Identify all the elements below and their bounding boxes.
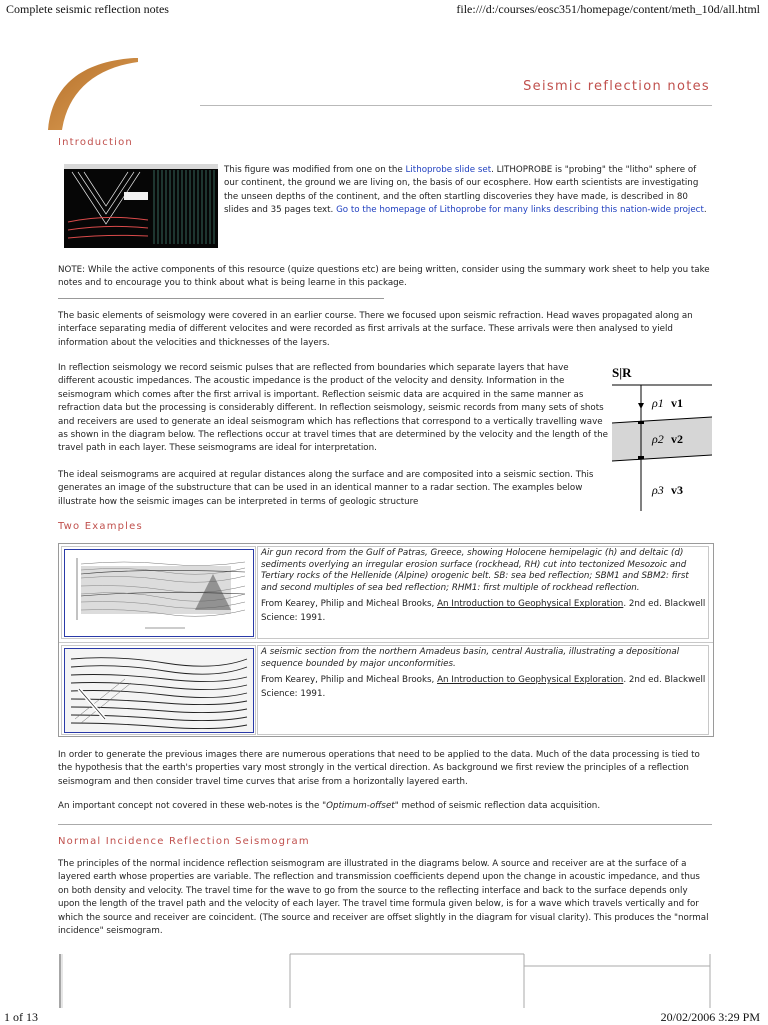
amadeus-basin-seismic-image[interactable] [64,648,254,733]
corner-arc-decoration [48,58,138,130]
page-title: Seismic reflection notes [523,79,710,94]
example-text-cell [257,645,709,735]
introduction-heading: Introduction [58,137,133,148]
processing-paragraph: In order to generate the previous images there are numerous operations that need to be applied to the data. Much of the data processing is tied to the hypothesis that the earth's properties vary most strongly in the vertical direction. As background we first review the principles of a reflection seismogram and then consider travel time curves that arise from a horizontally layered earth. [58,750,700,787]
source-prefix: From Kearey, Philip and Micheal Brooks, [261,675,438,686]
intro-text-1: This figure was modified from one on the [224,165,406,175]
print-header-title: Complete seismic reflection notes [6,2,169,16]
book-title: An Introduction to Geophysical Exploration [437,599,624,610]
example-caption: Air gun record from the Gulf of Patras, Greece, showing Holocene hemipelagic (h) and deltaic (d) sediments overlying an irregular erosion surface (rockhead, RH) cut into tectonized Mesozoic and Tertiary rocks of the Hellenide (Alpine) orogenic belt. SB: sea bed reflection; SBM1 and SBM2: first and second multiples of sea bed reflection; RHM1: first multiple of rockhead reflection. [261,548,689,593]
source-suffix: . 2nd ed. Blackwell Science: 1991. [261,599,706,623]
title-rule [200,105,712,106]
lithoprobe-seismic-figure[interactable] [64,164,218,248]
layer-2-velocity: v2 [671,432,683,446]
source-receiver-label: S|R [612,365,632,380]
diagram-table-frame [58,952,712,1008]
horizontal-rule [58,824,712,825]
examples-table [58,543,714,737]
layer-3-velocity: v3 [671,483,683,497]
optimum-offset-term: Optimum-offset [326,801,395,811]
two-examples-heading: Two Examples [58,521,143,532]
example-row [59,544,713,640]
layer-1-density: ρ1 [652,396,664,410]
example-caption: A seismic section from the northern Amadeus basin, central Australia, illustrating a depositional sequence bounded by major unconformities. [261,647,680,669]
note-paragraph: NOTE: While the active components of this resource (quize questions etc) are being written, consider using the summary work sheet to help you take notes and to encourage you to think about what is being learne in this package. [58,265,710,289]
normal-incidence-heading: Normal Incidence Reflection Seismogram [58,836,310,847]
reflection-paragraph: In reflection seismology we record seismic pulses that are reflected from boundaries which separate layers that have different acoustic impedances. The acoustic impedance is the product of the velocity and density. Information in the seismogram which comes after the first arrival is important. Reflection seismic data are acquired in the same manner as refraction data but the processing is considerably different. In reflection seismology, seismic records from many sets of shots and receivers are used to generate an ideal seismogram which has reflections that correspond to a vertically travelling wave as shown in the diagram below. The reflections occur at travel times that are determined by the velocity and the length of the travel path in each layer. These seismograms are ideal for interpretation. [58,363,608,454]
lithoprobe-homepage-link[interactable]: Go to the homepage of Lithoprobe for many links describing this nation-wide project [336,205,704,216]
print-footer-page: 1 of 13 [4,1010,38,1024]
ideal-seismograms-paragraph: The ideal seismograms are acquired at regular distances along the surface and are composited into a seismic section. This generates an image of the substructure that can be used in an identical manner to a radar section. The examples below illustrate how the seismic images can be interpreted in terms of geologic structure [58,470,594,507]
horizontal-rule [58,298,384,299]
gulf-of-patras-seismic-image[interactable] [64,549,254,637]
normal-incidence-paragraph: The principles of the normal incidence reflection seismogram are illustrated in the diagrams below. A source and receiver are at the surface of a layered earth whose properties are variable. The reflection and transmission coefficients depend upon the change in acoustic impedance, and thus on both density and velocity. The travel time for the wave to go from the source to the reflecting interface and back to the surface depends only upon the length of the travel path and the velocity of each layer. The travel time formula given below, is for a wave which travels vertically and for which the source and receiver are coincident. (The source and receiver are offset slightly in the diagram for visual clarity). This produces the "normal incidence" seismogram. [58,859,709,937]
example-image-cell [61,645,256,735]
intro-text-3: . [703,205,707,216]
basic-elements-paragraph: The basic elements of seismology were covered in an earlier course. There we focused upon seismic refraction. Head waves propagated along an interface separating media of different velocites and were recorded as first arrivals at the surface. These arrivals were then analysed to yield information about the velocities and thicknesses of the layers. [58,311,693,348]
source-prefix: From Kearey, Philip and Micheal Brooks, [261,599,438,610]
layered-earth-diagram [612,357,712,511]
example-row [59,642,713,737]
concept-suffix: " method of seismic reflection data acquisition. [394,801,601,811]
source-suffix: . 2nd ed. Blackwell Science: 1991. [261,675,706,699]
layer-2-density: ρ2 [652,432,664,446]
example-source [258,594,708,625]
example-source [258,670,708,701]
example-image-cell [61,546,256,639]
layer-1-velocity: v1 [671,396,683,410]
example-text-cell [257,546,709,639]
lithoprobe-slide-set-link[interactable]: Lithoprobe slide set [405,165,492,175]
intro-paragraph [224,164,712,218]
book-title: An Introduction to Geophysical Exploration [437,675,624,686]
concept-prefix: An important concept not covered in these web-notes is the " [58,801,327,811]
layer-3-density: ρ3 [652,483,664,497]
optimum-offset-paragraph [58,800,712,813]
print-footer-timestamp: 20/02/2006 3:29 PM [660,1010,760,1024]
intro-text-2: . LITHOPROBE is "probing" the "litho" sphere of our continent, the ground we are living on, the basis of our ecosphere. How earth scientists are investigating the unseen depths of the continent, and the often startling discoveries they have made, is described in 80 slides and 35 pages text. [224,165,699,216]
print-header-url: file:///d:/courses/eosc351/homepage/content/meth_10d/all.html [456,2,760,16]
